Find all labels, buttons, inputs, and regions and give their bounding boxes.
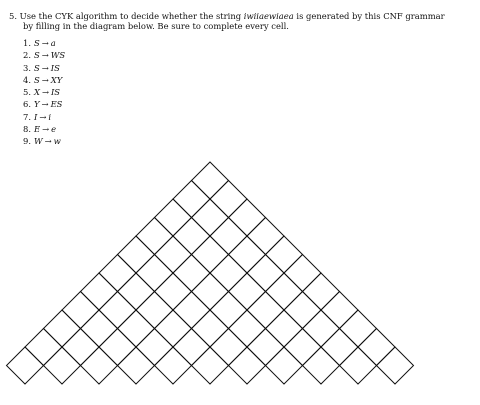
grammar-rule: 1. S → a (23, 38, 56, 48)
cyk-cell (155, 199, 192, 236)
cyk-cell (173, 329, 210, 366)
cyk-cell (99, 329, 136, 366)
cyk-cell (247, 292, 284, 329)
cyk-cell (266, 236, 303, 273)
cyk-cell (136, 292, 173, 329)
question-line-2: by filling in the diagram below. Be sure to complete every cell. (23, 21, 289, 32)
question-text-before: Use the CYK algorithm to decide whether the string (19, 11, 244, 21)
grammar-rule: 6. Y → ES (23, 99, 63, 110)
cyk-cell (173, 255, 210, 292)
cyk-cell (62, 329, 99, 366)
cyk-cell (192, 347, 229, 384)
cyk-cell (44, 310, 81, 347)
cyk-cell (192, 236, 229, 273)
cyk-cell (173, 181, 210, 218)
cyk-cell (155, 347, 192, 384)
cyk-cell (229, 236, 266, 273)
cyk-cell (99, 255, 136, 292)
cyk-cell (229, 310, 266, 347)
question-text-after: is generated by this CNF grammar (293, 11, 445, 21)
cyk-cell (136, 218, 173, 255)
cyk-cell (210, 292, 247, 329)
cyk-cell (303, 310, 340, 347)
cyk-cell (340, 310, 377, 347)
cyk-cell (173, 218, 210, 255)
grammar-rule: 3. S → IS (23, 62, 60, 73)
cyk-cell (210, 255, 247, 292)
cyk-cell (247, 329, 284, 366)
cyk-cell (284, 329, 321, 366)
cyk-cell (229, 347, 266, 384)
cyk-cell (266, 347, 303, 384)
cyk-cell (62, 292, 99, 329)
cyk-cell (136, 329, 173, 366)
cyk-cell (303, 347, 340, 384)
cyk-cell (229, 273, 266, 310)
cyk-cell (81, 310, 118, 347)
cyk-cell (155, 310, 192, 347)
cyk-cell (192, 199, 229, 236)
cyk-cell (25, 329, 62, 366)
cyk-cell (266, 310, 303, 347)
cyk-cell (210, 329, 247, 366)
cyk-cell (192, 273, 229, 310)
cyk-cell (81, 347, 118, 384)
cyk-cell (266, 273, 303, 310)
cyk-cell (303, 273, 340, 310)
cyk-cell (192, 162, 229, 199)
cyk-cell (155, 273, 192, 310)
cyk-cell (284, 292, 321, 329)
cyk-cell (192, 310, 229, 347)
grammar-rule: 2. S → WS (23, 50, 66, 61)
cyk-cell (118, 236, 155, 273)
cyk-cell (81, 273, 118, 310)
grammar-rule: 9. W → w (23, 136, 61, 147)
cyk-cell (284, 255, 321, 292)
cyk-cell (247, 255, 284, 292)
cyk-cell (340, 347, 377, 384)
cyk-cell (210, 181, 247, 218)
cyk-cell (229, 199, 266, 236)
grammar-rule: 5. X → IS (23, 87, 61, 98)
cyk-cell (136, 255, 173, 292)
cyk-cell (118, 273, 155, 310)
cyk-cell (118, 310, 155, 347)
cyk-cell (7, 347, 44, 384)
grammar-rule: 7. I → i (23, 111, 52, 122)
cyk-cell (173, 292, 210, 329)
cyk-cell (210, 218, 247, 255)
grammar-rule: 8. E → e (23, 124, 57, 135)
grammar-rule: 4. S → XY (23, 74, 63, 85)
question-number: 5. (9, 11, 17, 21)
target-string: iwiiaewiaea (243, 11, 294, 21)
cyk-cell (377, 347, 414, 384)
cyk-cell (321, 329, 358, 366)
cyk-cell (321, 292, 358, 329)
cyk-cell (44, 347, 81, 384)
cyk-cell (247, 218, 284, 255)
cyk-cell (155, 236, 192, 273)
cyk-cell (99, 292, 136, 329)
cyk-cell (118, 347, 155, 384)
cyk-cell (358, 329, 395, 366)
